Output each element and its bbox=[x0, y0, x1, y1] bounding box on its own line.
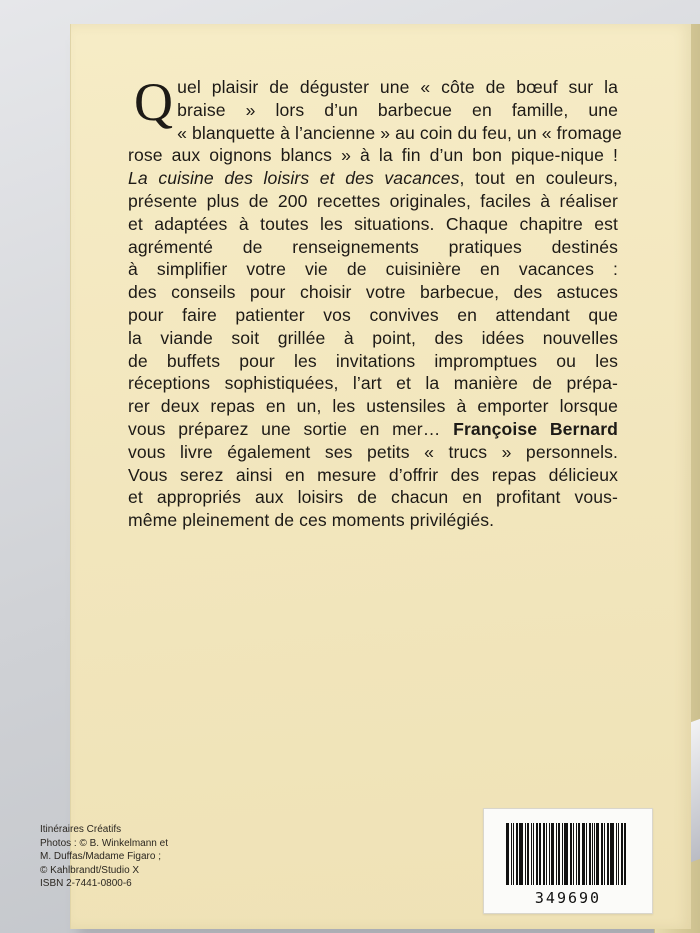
blurb-line: à simplifier votre vie de cuisinière en vacances : bbox=[128, 259, 618, 280]
publisher-name: Itinéraires Créatifs bbox=[40, 824, 122, 835]
blurb-line: Vous serez ainsi en mesure d’offrir des repas délicieux bbox=[128, 464, 618, 485]
blurb-line: des conseils pour choisir votre barbecue, des astuces bbox=[128, 282, 618, 303]
blurb-line: braise » lors d’un barbecue en famille, une bbox=[177, 99, 618, 120]
blurb-line: rer deux repas en un, les ustensiles à emporter lorsque bbox=[128, 396, 618, 417]
photo-credit-line: M. Duffas/Madame Figaro ; bbox=[40, 851, 161, 863]
barcode-bar bbox=[586, 823, 587, 885]
barcode-bar bbox=[558, 823, 560, 885]
barcode-bars bbox=[506, 823, 628, 885]
back-cover-blurb bbox=[128, 72, 622, 532]
blurb-line: agrémenté de renseignements pratiques destinés bbox=[128, 236, 618, 257]
book-title-suffix: , tout en couleurs, bbox=[459, 168, 618, 189]
blurb-line: présente plus de 200 recettes originales, faciles à réaliser bbox=[128, 190, 618, 211]
blurb-line: et appropriés aux loisirs de chacun en profitant vous- bbox=[128, 487, 618, 508]
barcode-bar bbox=[573, 823, 574, 885]
blurb-line: rose aux oignons blancs » à la fin d’un bon pique-nique ! bbox=[128, 145, 618, 166]
barcode-bar bbox=[621, 823, 623, 885]
barcode-number: 349690 bbox=[534, 889, 602, 907]
barcode-bar bbox=[546, 823, 547, 885]
barcode-bar bbox=[551, 823, 554, 885]
blurb-line: même pleinement de ces moments privilégiés. bbox=[128, 510, 495, 531]
barcode-bar bbox=[506, 823, 509, 885]
barcode-sticker bbox=[483, 808, 653, 914]
blurb-line: la viande soit grillée à point, des idées nouvelles bbox=[128, 327, 618, 348]
barcode-bar bbox=[564, 823, 568, 885]
barcode-bar bbox=[531, 823, 532, 885]
barcode-bar bbox=[596, 823, 599, 885]
blurb-line: « blanquette à l’ancienne » au coin du feu, un « fromage bbox=[177, 122, 622, 143]
isbn: ISBN 2-7441-0800-6 bbox=[40, 878, 132, 890]
barcode-bar bbox=[513, 823, 514, 885]
drop-cap: Q bbox=[134, 72, 174, 132]
barcode-bar bbox=[618, 823, 619, 885]
barcode-bar bbox=[576, 823, 577, 885]
blurb-line-title bbox=[128, 167, 618, 190]
blurb-line: réceptions sophistiquées, l’art et la manière de prépa- bbox=[128, 373, 618, 394]
barcode-bar bbox=[589, 823, 591, 885]
barcode-bar bbox=[624, 823, 626, 885]
barcode-bar bbox=[594, 823, 595, 885]
barcode-bar bbox=[511, 823, 512, 885]
blurb-line-author bbox=[128, 418, 618, 441]
barcode-bar bbox=[543, 823, 545, 885]
blurb-line: de buffets pour les invitations impromptues ou les bbox=[128, 350, 618, 371]
barcode-bar bbox=[525, 823, 526, 885]
barcode-bar bbox=[610, 823, 614, 885]
barcode-bar bbox=[607, 823, 609, 885]
blurb-line: et adaptées à toutes les situations. Chaque chapitre est bbox=[128, 213, 618, 234]
photo-credit-line: © Kahlbrandt/Studio X bbox=[40, 864, 140, 876]
barcode-bar bbox=[578, 823, 580, 885]
barcode-bar bbox=[533, 823, 534, 885]
barcode-bar bbox=[556, 823, 557, 885]
barcode-bar bbox=[601, 823, 603, 885]
publisher-credits bbox=[40, 823, 270, 891]
blurb-line: vous livre également ses petits « trucs » personnels. bbox=[128, 441, 618, 462]
barcode-bar bbox=[516, 823, 518, 885]
barcode-bar bbox=[519, 823, 523, 885]
blurb-line-part: vous préparez une sortie en mer… bbox=[128, 418, 441, 439]
photo-credit-line: Photos : © B. Winkelmann et bbox=[40, 837, 168, 849]
author-name: Françoise Bernard bbox=[453, 418, 618, 439]
barcode-bar bbox=[562, 823, 563, 885]
book-title: La cuisine des loisirs et des vacances bbox=[128, 168, 460, 189]
barcode-bar bbox=[549, 823, 550, 885]
barcode-bar bbox=[539, 823, 541, 885]
blurb-line: uel plaisir de déguster une « côte de bœuf sur la bbox=[177, 77, 618, 97]
barcode-bar bbox=[536, 823, 539, 885]
blurb-line: pour faire patienter vos convives en attendant que bbox=[128, 304, 618, 325]
barcode-bar bbox=[527, 823, 529, 885]
barcode-bar bbox=[616, 823, 617, 885]
barcode-bar bbox=[582, 823, 585, 885]
barcode-bar bbox=[570, 823, 572, 885]
barcode-bar bbox=[592, 823, 593, 885]
barcode-bar bbox=[604, 823, 605, 885]
